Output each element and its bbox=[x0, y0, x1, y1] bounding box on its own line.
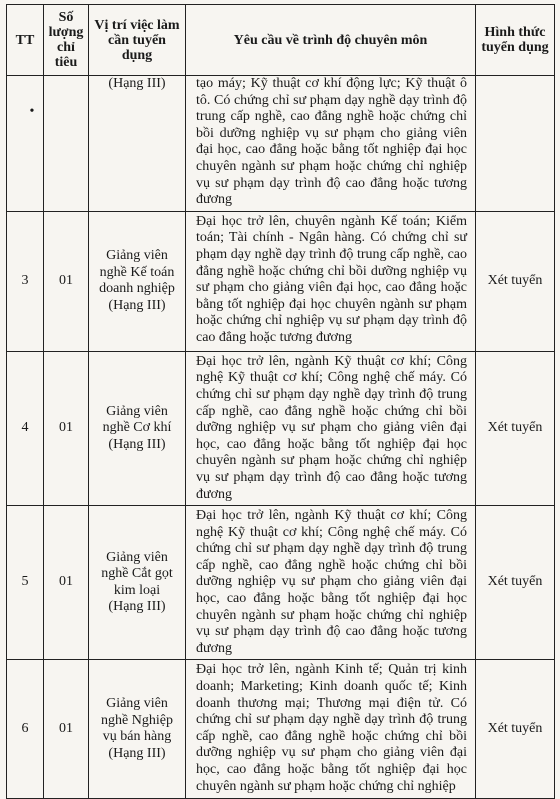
row-position: (Hạng III) bbox=[89, 76, 186, 212]
header-tt: TT bbox=[7, 5, 44, 76]
table-row bbox=[7, 76, 555, 212]
row-quantity: 01 bbox=[44, 211, 89, 351]
header-position: Vị trí việc làm cần tuyển dụng bbox=[89, 5, 186, 76]
row-requirement: tạo máy; Kỹ thuật cơ khí động lực; Kỹ thuật ô tô. Có chứng chỉ sư phạm dạy nghề dạy trình độ trung cấp nghề, cao đẳng nghề hoặc chứng chỉ bồi dưỡng nghiệp vụ sư phạm cho giảng viên đại học, cao đẳng hoặc bằng tốt nghiệp đại học chuyên ngành sư phạm hoặc chứng chỉ nghiệp vụ sư phạm dạy trình độ cao đẳng hoặc tương đương bbox=[186, 76, 476, 212]
table-row bbox=[7, 506, 555, 660]
recruitment-table bbox=[6, 4, 555, 799]
row-tt: 6 bbox=[7, 660, 44, 799]
row-quantity: 01 bbox=[44, 660, 89, 799]
row-requirement: Đại học trở lên, ngành Kỹ thuật cơ khí; Công nghệ Kỹ thuật cơ khí; Công nghệ chế máy. Có chứng chỉ sư phạm dạy nghề dạy trình độ trung cấp nghề, cao đẳng nghề hoặc chứng chỉ bồi dưỡng nghiệp vụ sư phạm cho giảng viên đại học, cao đẳng hoặc bằng tốt nghiệp đại học chuyên ngành sư phạm hoặc chứng chỉ nghiệp vụ sư phạm dạy trình độ cao đẳng hoặc tương đương bbox=[186, 351, 476, 505]
row-method: Xét tuyển bbox=[476, 211, 555, 351]
header-quantity: Số lượng chỉ tiêu bbox=[44, 5, 89, 76]
row-position: Giảng viên nghề Cắt gọt kim loại (Hạng III) bbox=[89, 506, 186, 660]
table-header-row bbox=[7, 5, 555, 76]
header-method: Hình thức tuyển dụng bbox=[476, 5, 555, 76]
table-row bbox=[7, 660, 555, 799]
row-method bbox=[476, 76, 555, 212]
row-position: Giảng viên nghề Nghiệp vụ bán hàng (Hạng III) bbox=[89, 660, 186, 799]
row-position: Giảng viên nghề Kế toán doanh nghiệp (Hạng III) bbox=[89, 211, 186, 351]
row-tt: 4 bbox=[7, 351, 44, 505]
header-requirement: Yêu cầu về trình độ chuyên môn bbox=[186, 5, 476, 76]
row-requirement: Đại học trở lên, ngành Kinh tế; Quản trị kinh doanh; Marketing; Kinh doanh quốc tế; Kinh doanh thương mại; Thương mại điện tử. Có chứng chỉ sư phạm dạy nghề dạy trình độ trung cấp nghề, cao đẳng nghề hoặc chứng chỉ bồi dưỡng nghiệp vụ sư phạm cho giảng viên đại học, cao đẳng hoặc bằng tốt nghiệp đại học chuyên ngành sư phạm hoặc chứng chỉ nghiệp bbox=[186, 660, 476, 799]
table-row bbox=[7, 351, 555, 505]
row-method: Xét tuyển bbox=[476, 351, 555, 505]
row-requirement: Đại học trở lên, chuyên ngành Kế toán; Kiểm toán; Tài chính - Ngân hàng. Có chứng chỉ sư phạm dạy nghề dạy trình độ trung cấp nghề, cao đẳng nghề hoặc chứng chỉ bồi dưỡng nghiệp vụ sư phạm cho giảng viên đại học, cao đẳng hoặc bằng tốt nghiệp đại học chuyên ngành sư phạm hoặc chứng chỉ nghiệp vụ sư phạm dạy trình độ cao đẳng hoặc tương đương bbox=[186, 211, 476, 351]
row-tt: 3 bbox=[7, 211, 44, 351]
table-row bbox=[7, 211, 555, 351]
row-quantity bbox=[44, 76, 89, 212]
row-quantity: 01 bbox=[44, 351, 89, 505]
row-method: Xét tuyển bbox=[476, 660, 555, 799]
row-position: Giảng viên nghề Cơ khí (Hạng III) bbox=[89, 351, 186, 505]
row-tt-cell bbox=[7, 76, 44, 212]
stray-mark: • bbox=[29, 104, 35, 119]
row-requirement: Đại học trở lên, ngành Kỹ thuật cơ khí; Công nghệ Kỹ thuật cơ khí; Công nghệ chế máy. Có chứng chỉ sư phạm dạy nghề dạy trình độ trung cấp nghề, cao đẳng nghề hoặc chứng chỉ bồi dưỡng nghiệp vụ sư phạm cho giảng viên đại học, cao đẳng hoặc bằng tốt nghiệp đại học chuyên ngành sư phạm hoặc chứng chỉ nghiệp vụ sư phạm dạy trình độ cao đẳng hoặc tương đương bbox=[186, 506, 476, 660]
row-method: Xét tuyển bbox=[476, 506, 555, 660]
row-quantity: 01 bbox=[44, 506, 89, 660]
row-tt: 5 bbox=[7, 506, 44, 660]
